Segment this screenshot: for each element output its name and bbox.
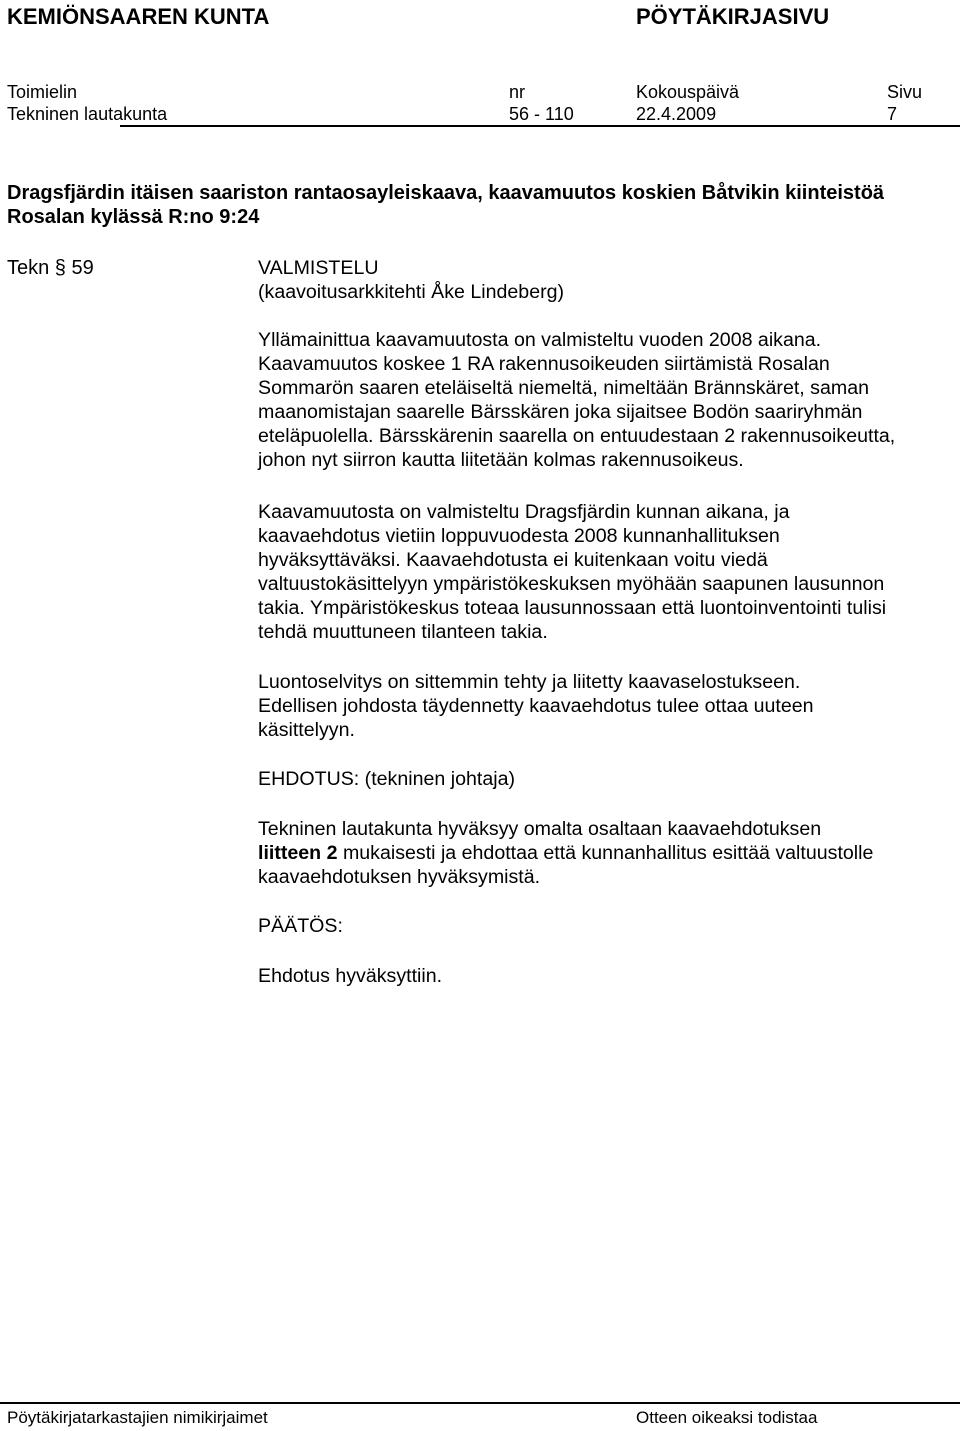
text-line: johon nyt siirron kautta liitetään kolmas rakennusoikeus. [258,449,744,471]
preparer-name: (kaavoitusarkkitehti Åke Lindeberg) [258,281,565,303]
text-line: maanomistajan saarelle Bärsskären joka sijaitsee Bodön saariryhmän [258,401,863,423]
footer-divider [0,1402,960,1404]
decision-heading: PÄÄTÖS: [258,915,343,937]
body-label: Toimielin [7,82,78,102]
proposal-block [258,767,958,791]
proposal-text [258,817,958,889]
text-line: Kaavamuutos koskee 1 RA rakennusoikeuden siirtämistä Rosalan [258,353,830,375]
title-line-2: Rosalan kylässä R:no 9:24 [7,206,260,228]
text-line [258,841,958,865]
header-divider [120,125,960,127]
section-label: Tekn § 59 [7,257,94,279]
text-line: kaavaehdotuksen hyväksymistä. [258,866,541,888]
organization-name: KEMIÖNSAAREN KUNTA [7,4,270,29]
text-span: mukaisesti ja ehdottaa että kunnanhallitus esittää valtuustolle [337,842,874,864]
text-line: Kaavamuutosta on valmisteltu Dragsfjärdin kunnan aikana, ja [258,501,790,523]
document-type: PÖYTÄKIRJASIVU [636,4,830,29]
date-label: Kokouspäivä [636,82,740,102]
text-line: Luontoselvitys on sittemmin tehty ja liitetty kaavaselostukseen. [258,671,801,693]
decision-block [258,914,958,938]
text-line: Yllämainittua kaavamuutosta on valmisteltu vuoden 2008 aikana. [258,329,822,351]
proposal-heading: EHDOTUS: (tekninen johtaja) [258,768,515,790]
text-line: Tekninen lautakunta hyväksyy omalta osaltaan kaavaehdotuksen [258,818,822,840]
attachment-reference: liitteen 2 [258,842,338,864]
body-value: Tekninen lautakunta [7,104,168,124]
paragraph-2 [258,500,958,644]
paragraph-3 [258,670,958,742]
footer-certification-label: Otteen oikeaksi todistaa [636,1408,818,1427]
text-line: tehdä muuttuneen tilanteen takia. [258,621,548,643]
decision-text: Ehdotus hyväksyttiin. [258,965,443,987]
page-label: Sivu [887,82,923,102]
decision-result [258,964,958,988]
text-line: käsittelyyn. [258,719,355,741]
text-line: eteläpuolella. Bärsskärenin saarella on entuudestaan 2 rakennusoikeutta, [258,425,896,447]
paragraph-1 [258,328,958,472]
text-line: valtuustokäsittelyyn ympäristökeskuksen myöhään saapunen lausunnon [258,573,885,595]
text-line: kaavaehdotus vietiin loppuvuodesta 2008 kunnanhallituksen [258,525,780,547]
nr-label: nr [509,82,526,102]
text-line: hyväksyttäväksi. Kaavaehdotusta ei kuitenkaan voitu viedä [258,549,768,571]
footer-initials-label: Pöytäkirjatarkastajien nimikirjaimet [7,1408,268,1427]
page-value: 7 [887,104,898,124]
preparation-block [258,256,958,304]
document-title [7,181,957,229]
title-line-1: Dragsfjärdin itäisen saariston rantaosayleiskaava, kaavamuutos koskien Båtvikin kiinteistöä [7,182,885,204]
text-line: Sommarön saaren eteläiseltä niemeltä, nimeltään Brännskäret, saman [258,377,869,399]
date-value: 22.4.2009 [636,104,717,124]
text-line: takia. Ympäristökeskus toteaa lausunnossaan että luontoinventointi tulisi [258,597,887,619]
preparation-heading: VALMISTELU [258,257,379,279]
text-line: Edellisen johdosta täydennetty kaavaehdotus tulee ottaa uuteen [258,695,814,717]
nr-value: 56 - 110 [509,104,574,124]
